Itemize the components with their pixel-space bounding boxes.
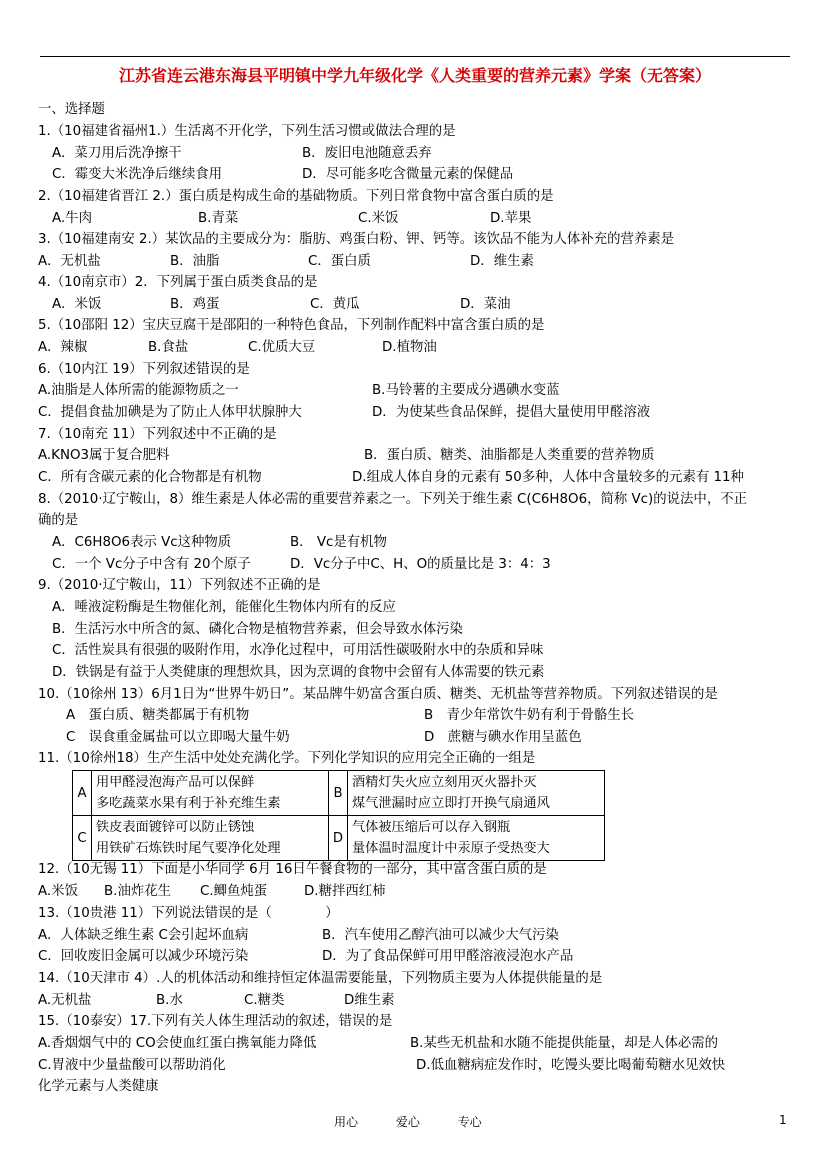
page-footer	[334, 1113, 516, 1130]
q10-option-c: C 误食重金属盐可以立即喝大量牛奶	[66, 730, 290, 745]
q14-option-c: C.糖类	[244, 993, 285, 1008]
q2-option-a: A.牛肉	[52, 211, 92, 226]
q11-cell-d	[348, 816, 605, 861]
q1-option-d: D．尽可能多吃含微量元素的保健品	[302, 167, 514, 182]
q10-option-d: D 蔗糖与碘水作用呈蓝色	[424, 730, 582, 745]
q11-table-row	[73, 816, 605, 861]
q15-option-b: B.某些无机盐和水随不能提供能量，却是人体必需的	[410, 1036, 719, 1051]
q13-option-a: A．人体缺乏维生素 C会引起坏血病	[38, 928, 249, 943]
q11-label-a: A	[73, 771, 92, 816]
question-8-cont: 确的是	[38, 513, 79, 528]
q1-option-b: B．废旧电池随意丢弃	[302, 146, 432, 161]
q11-options-table	[72, 770, 605, 861]
subsection-heading: 化学元素与人类健康	[38, 1079, 159, 1094]
q3-option-b: B．油脂	[170, 254, 220, 269]
q13-option-d: D．为了食品保鲜可用甲醛溶液浸泡水产品	[322, 949, 574, 964]
q6-option-a: A.油脂是人体所需的能源物质之一	[38, 383, 239, 398]
q3-option-d: D．维生素	[470, 254, 534, 269]
q11-label-d: D	[329, 816, 348, 861]
q11-a-line-2: 多吃蔬菜水果有利于补充维生素	[96, 796, 281, 811]
question-7: 7.（10南充 11）下列叙述中不正确的是	[38, 427, 277, 442]
q11-b-line-2: 煤气泄漏时应立即打开换气扇通风	[352, 796, 550, 811]
page-number: 1	[779, 1113, 787, 1127]
q12-option-a: A.米饭	[38, 884, 78, 899]
q15-option-c: C.胃液中少量盐酸可以帮助消化	[38, 1058, 226, 1073]
question-11: 11.（10徐州18）生产生活中处处充满化学。下列化学知识的应用完全正确的一组是	[38, 751, 536, 766]
q9-option-d: D．铁锅是有益于人类健康的理想炊具，因为烹调的食物中会留有人体需要的铁元素	[52, 665, 545, 680]
question-9: 9.（2010·辽宁鞍山，11）下列叙述不正确的是	[38, 578, 321, 593]
q1-option-a: A．菜刀用后洗净擦干	[52, 146, 182, 161]
q5-option-b: B.食盐	[148, 340, 189, 355]
q12-option-b: B.油炸花生	[104, 884, 172, 899]
question-15: 15.（10泰安）17.下列有关人体生理活动的叙述，错误的是	[38, 1014, 393, 1029]
question-2: 2.（10福建省晋江 2.）蛋白质是构成生命的基础物质。下列日常食物中富含蛋白质的是	[38, 189, 554, 204]
q6-option-b: B.马铃薯的主要成分遇碘水变蓝	[372, 383, 560, 398]
question-14: 14.（10天津市 4）.人的机体活动和维持恒定体温需要能量，下列物质主要为人体提供能量的是	[38, 971, 603, 986]
q7-option-c: C．所有含碳元素的化合物都是有机物	[38, 470, 262, 485]
q11-cell-b	[348, 771, 605, 816]
q2-option-d: D.苹果	[490, 211, 532, 226]
q2-option-b: B.青菜	[198, 211, 239, 226]
q11-c-line-2: 用铁矿石炼铁时尾气要净化处理	[96, 841, 281, 856]
question-10: 10.（10徐州 13）6月1日为“世界牛奶日”。某品牌牛奶富含蛋白质、糖类、无机盐等营养物质。下列叙述错误的是	[38, 687, 718, 702]
q4-option-c: C．黄瓜	[310, 297, 360, 312]
document-title: 江苏省连云港东海县平明镇中学九年级化学《人类重要的营养元素》学案（无答案）	[118, 66, 711, 85]
q11-label-c: C	[73, 816, 92, 861]
section-heading: 一、选择题	[38, 102, 105, 117]
q11-cell-a	[92, 771, 329, 816]
q15-option-a: A.香烟烟气中的 CO会使血红蛋白携氧能力降低	[38, 1036, 317, 1051]
q11-a-line-1: 用甲醛浸泡海产品可以保鲜	[96, 775, 255, 790]
q13-option-c: C．回收废旧金属可以减少环境污染	[38, 949, 249, 964]
q11-label-b: B	[329, 771, 348, 816]
q5-option-d: D.植物油	[382, 340, 437, 355]
q12-option-c: C.鲫鱼炖蛋	[200, 884, 268, 899]
q11-d-line-2: 量体温时温度计中汞原子受热变大	[352, 841, 550, 856]
question-5: 5.（10邵阳 12）宝庆豆腐干是邵阳的一种特色食品，下列制作配料中富含蛋白质的是	[38, 318, 545, 333]
q9-option-a: A．唾液淀粉酶是生物催化剂，能催化生物体内所有的反应	[52, 600, 396, 615]
q8-option-c: C．一个 Vc分子中含有 20个原子	[52, 557, 251, 572]
q10-option-a: A 蛋白质、糖类都属于有机物	[66, 708, 250, 723]
q8-option-b: B． Vc是有机物	[290, 535, 387, 550]
q7-option-a: A.KNO3属于复合肥料	[38, 448, 170, 463]
q1-option-c: C．霉变大米洗净后继续食用	[52, 167, 223, 182]
footer-word-3: 专心	[457, 1115, 482, 1129]
q2-option-c: C.米饭	[358, 211, 399, 226]
q6-option-c: C．提倡食盐加碘是为了防止人体甲状腺肿大	[38, 405, 302, 420]
question-4: 4.（10南京市）2．下列属于蛋白质类食品的是	[38, 275, 318, 290]
q5-option-a: A．辣椒	[38, 340, 88, 355]
question-13: 13.（10贵港 11）下列说法错误的是（ ）	[38, 906, 339, 921]
q14-option-a: A.无机盐	[38, 993, 92, 1008]
footer-word-2: 爱心	[395, 1115, 420, 1129]
q9-option-c: C．活性炭具有很强的吸附作用，水净化过程中，可用活性碳吸附水中的杂质和异味	[52, 643, 544, 658]
q4-option-b: B．鸡蛋	[170, 297, 220, 312]
q3-option-a: A．无机盐	[38, 254, 101, 269]
question-3: 3.（10福建南安 2.）某饮品的主要成分为：脂肪、鸡蛋白粉、钾、钙等。该饮品不能为人体补充的营养素是	[38, 232, 675, 247]
q10-option-b: B 青少年常饮牛奶有利于骨骼生长	[424, 708, 635, 723]
q3-option-c: C．蛋白质	[308, 254, 371, 269]
question-8: 8.（2010·辽宁鞍山，8）维生素是人体必需的重要营养素之一。下列关于维生素 C(C6H8O6，简称 Vc)的说法中，不正	[38, 492, 747, 507]
question-12: 12.（10无锡 11）下面是小华同学 6月 16日午餐食物的一部分，其中富含蛋白质的是	[38, 862, 547, 877]
q8-option-d: D．Vc分子中C、H、O的质量比是 3：4：3	[290, 557, 551, 572]
q11-cell-c	[92, 816, 329, 861]
question-6: 6.（10内江 19）下列叙述错误的是	[38, 362, 250, 377]
q15-option-d: D.低血糖病症发作时，吃馒头要比喝葡萄糖水见效快	[416, 1058, 726, 1073]
q7-option-d: D.组成人体自身的元素有 50多种，人体中含量较多的元素有 11种	[352, 470, 744, 485]
question-1: 1.（10福建省福州1.）生活离不开化学，下列生活习惯或做法合理的是	[38, 124, 456, 139]
q4-option-d: D．菜油	[460, 297, 511, 312]
q7-option-b: B．蛋白质、糖类、油脂都是人类重要的营养物质	[364, 448, 655, 463]
q13-option-b: B．汽车使用乙醇汽油可以减少大气污染	[322, 928, 559, 943]
q14-option-d: D维生素	[344, 993, 395, 1008]
q11-b-line-1: 酒精灯失火应立刻用灭火器扑灭	[352, 775, 537, 790]
q12-option-d: D.糖拌西红柿	[304, 884, 386, 899]
q11-table-row	[73, 771, 605, 816]
header-rule	[40, 56, 790, 57]
q11-c-line-1: 铁皮表面镀锌可以防止锈蚀	[96, 820, 255, 835]
q11-d-line-1: 气体被压缩后可以存入钢瓶	[352, 820, 511, 835]
q8-option-a: A．C6H8O6表示 Vc这种物质	[52, 535, 232, 550]
q9-option-b: B．生活污水中所含的氮、磷化合物是植物营养素，但会导致水体污染	[52, 622, 463, 637]
footer-word-1: 用心	[334, 1115, 359, 1129]
q4-option-a: A．米饭	[52, 297, 102, 312]
q14-option-b: B.水	[156, 993, 183, 1008]
q5-option-c: C.优质大豆	[248, 340, 316, 355]
q6-option-d: D．为使某些食品保鲜，提倡大量使用甲醛溶液	[372, 405, 651, 420]
